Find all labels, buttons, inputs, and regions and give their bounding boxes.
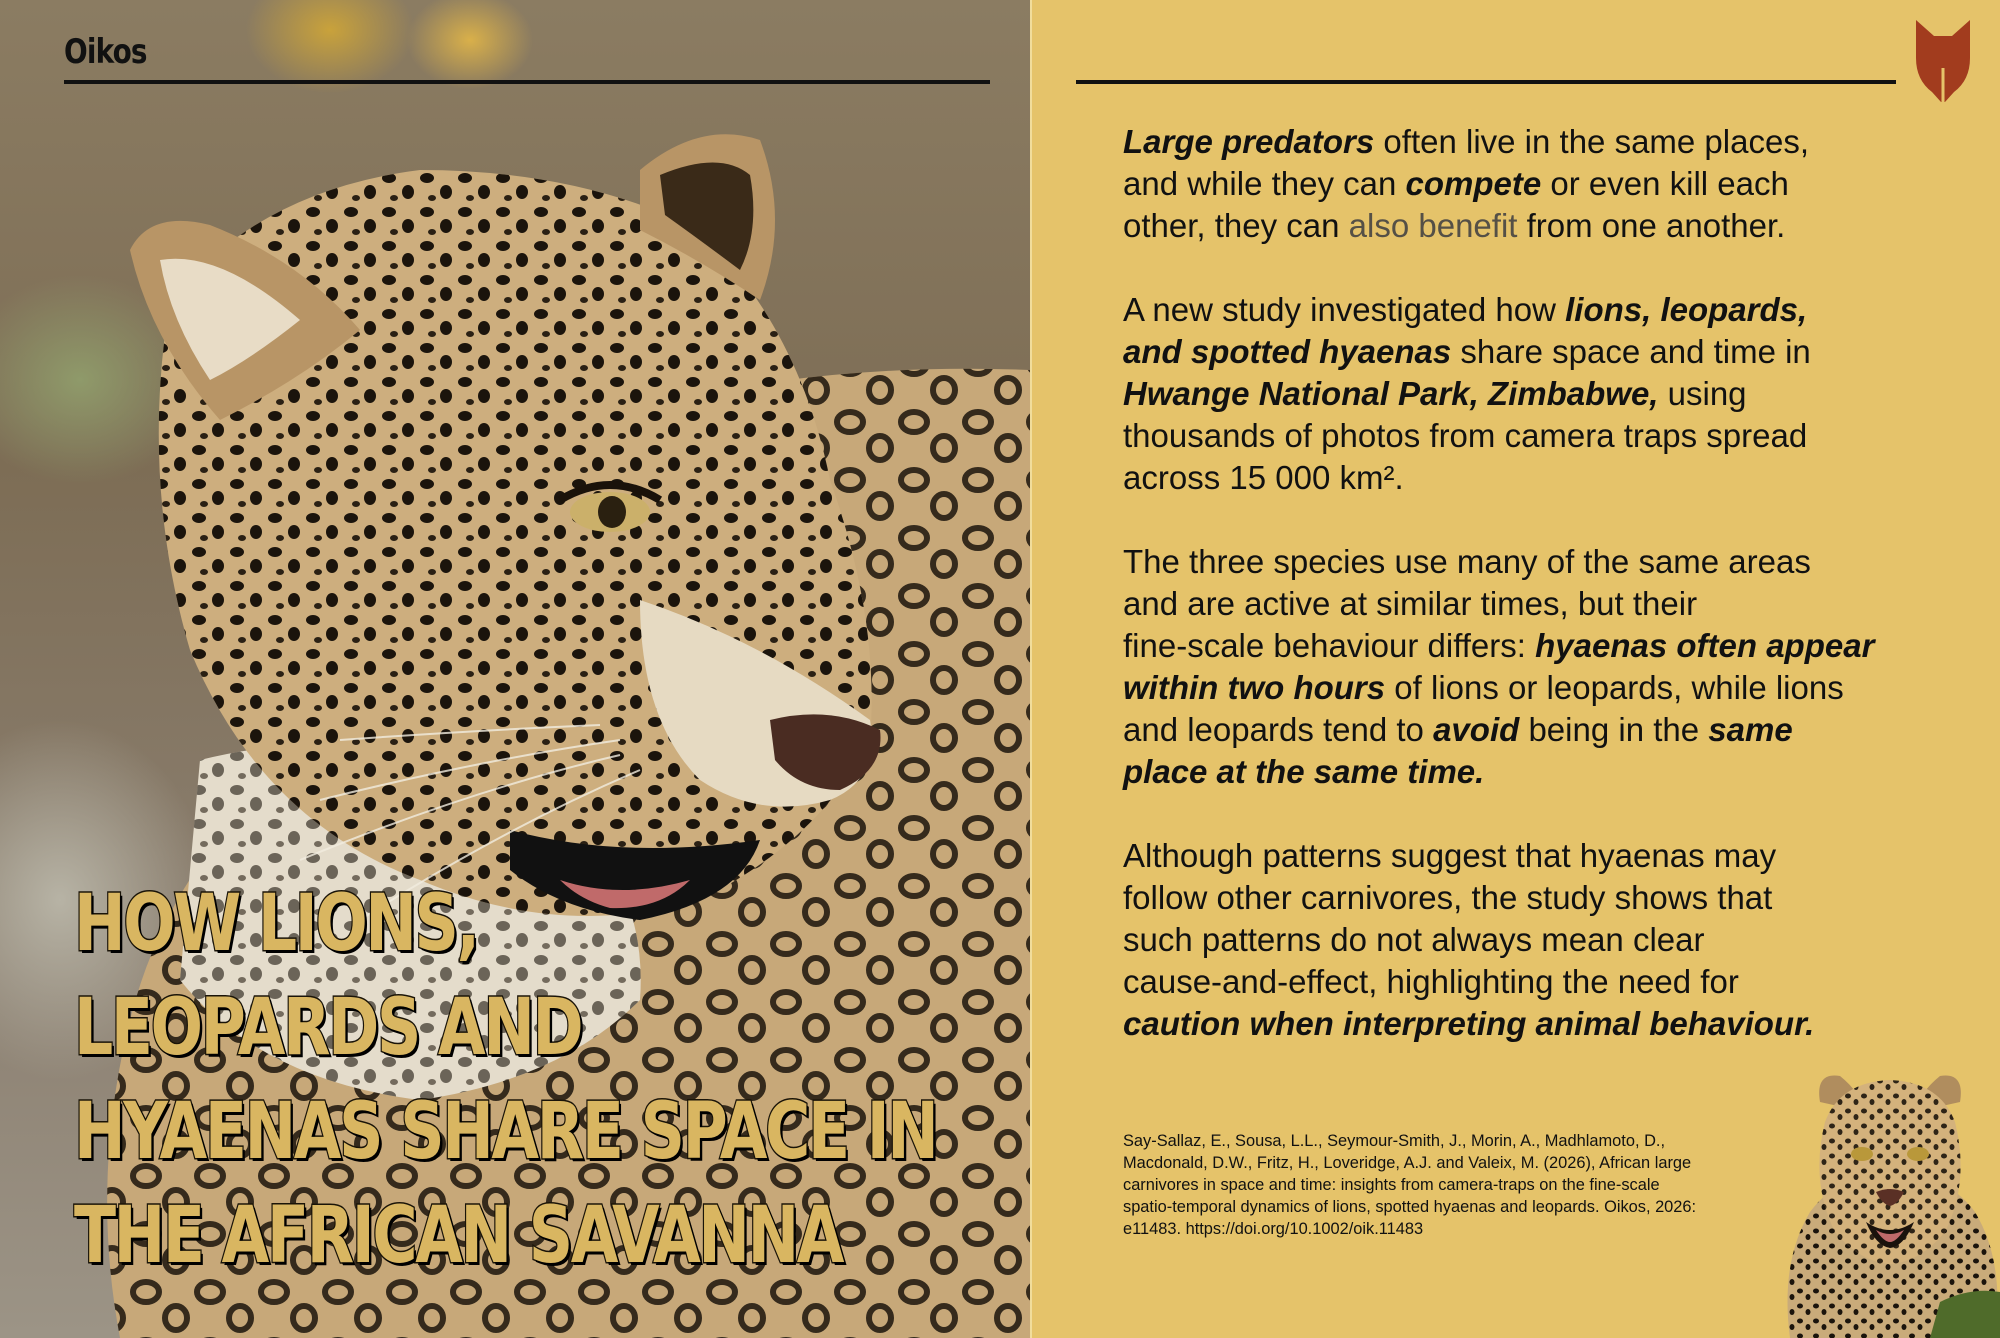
body-text: and leopards tend to xyxy=(1123,711,1434,748)
body-text: being in the xyxy=(1519,711,1709,748)
body-text: and while they can xyxy=(1123,165,1406,202)
emphasis-text: Large predators xyxy=(1123,123,1375,160)
headline-line: THE AFRICAN SAVANNA xyxy=(74,1191,843,1281)
emphasis-text: within two hours xyxy=(1123,669,1386,706)
paragraph-conclusion xyxy=(1123,835,1943,1045)
emphasis-text: Hwange National Park, Zimbabwe, xyxy=(1123,375,1659,412)
body-text: cause-and-effect, highlighting the need for xyxy=(1123,963,1739,1000)
body-text: using xyxy=(1658,375,1747,412)
paragraph-intro xyxy=(1123,121,1943,247)
paragraph-study xyxy=(1123,289,1943,499)
body-text: other, they can xyxy=(1123,207,1349,244)
citation-reference xyxy=(1123,1130,1783,1240)
paragraph-findings xyxy=(1123,541,1943,793)
body-text: follow other carnivores, the study shows that xyxy=(1123,879,1773,916)
citation-line: Macdonald, D.W., Fritz, H., Loveridge, A.J. and Valeix, M. (2026), African large xyxy=(1123,1154,1692,1172)
body-text: thousands of photos from camera traps spread xyxy=(1123,417,1808,454)
body-text: Although patterns suggest that hyaenas may xyxy=(1123,837,1777,874)
header-rule-left xyxy=(64,80,990,84)
article-body xyxy=(1123,121,1943,1087)
highlight-text: also benefit xyxy=(1348,207,1518,244)
body-text: The three species use many of the same areas xyxy=(1123,543,1811,580)
body-text: share space and time in xyxy=(1451,333,1811,370)
body-text: such patterns do not always mean clear xyxy=(1123,921,1705,958)
headline-line: HOW LIONS, xyxy=(74,879,478,969)
header-rule-right xyxy=(1076,80,1896,84)
body-text: of lions or leopards, while lions xyxy=(1385,669,1844,706)
body-text: often live in the same places, xyxy=(1374,123,1809,160)
citation-line: e11483. https://doi.org/10.1002/oik.11483 xyxy=(1123,1220,1424,1238)
headline-line: LEOPARDS AND xyxy=(74,983,582,1073)
citation-line: Say-Sallaz, E., Sousa, L.L., Seymour-Smith, J., Morin, A., Madhlamoto, D., xyxy=(1123,1132,1666,1150)
leopard-portrait-image xyxy=(1780,1062,2000,1338)
emphasis-text: compete xyxy=(1405,165,1542,202)
headline xyxy=(74,872,1004,1288)
body-text: from one another. xyxy=(1517,207,1786,244)
body-text: fine-scale behaviour differs: xyxy=(1123,627,1536,664)
body-text: or even kill each xyxy=(1541,165,1789,202)
emphasis-text: caution when interpreting animal behaviour. xyxy=(1123,1005,1815,1042)
body-text: across 15 000 km². xyxy=(1123,459,1404,496)
emphasis-text: same xyxy=(1708,711,1793,748)
citation-line: carnivores in space and time: insights from camera-traps on the fine-scale xyxy=(1123,1176,1660,1194)
journal-name: Oikos xyxy=(64,32,147,72)
emphasis-text: place at the same time. xyxy=(1123,753,1485,790)
emphasis-text: lions, leopards, xyxy=(1565,291,1808,328)
fox-head-logo-icon xyxy=(1914,18,1972,104)
body-text: and are active at similar times, but their xyxy=(1123,585,1698,622)
citation-line: spatio-temporal dynamics of lions, spotted hyaenas and leopards. Oikos, 2026: xyxy=(1123,1198,1697,1216)
panel-divider xyxy=(1030,0,1032,1338)
emphasis-text: avoid xyxy=(1433,711,1520,748)
emphasis-text: hyaenas often appear xyxy=(1535,627,1875,664)
headline-line: HYAENAS SHARE SPACE IN xyxy=(74,1087,937,1177)
body-text: A new study investigated how xyxy=(1123,291,1566,328)
emphasis-text: and spotted hyaenas xyxy=(1123,333,1452,370)
